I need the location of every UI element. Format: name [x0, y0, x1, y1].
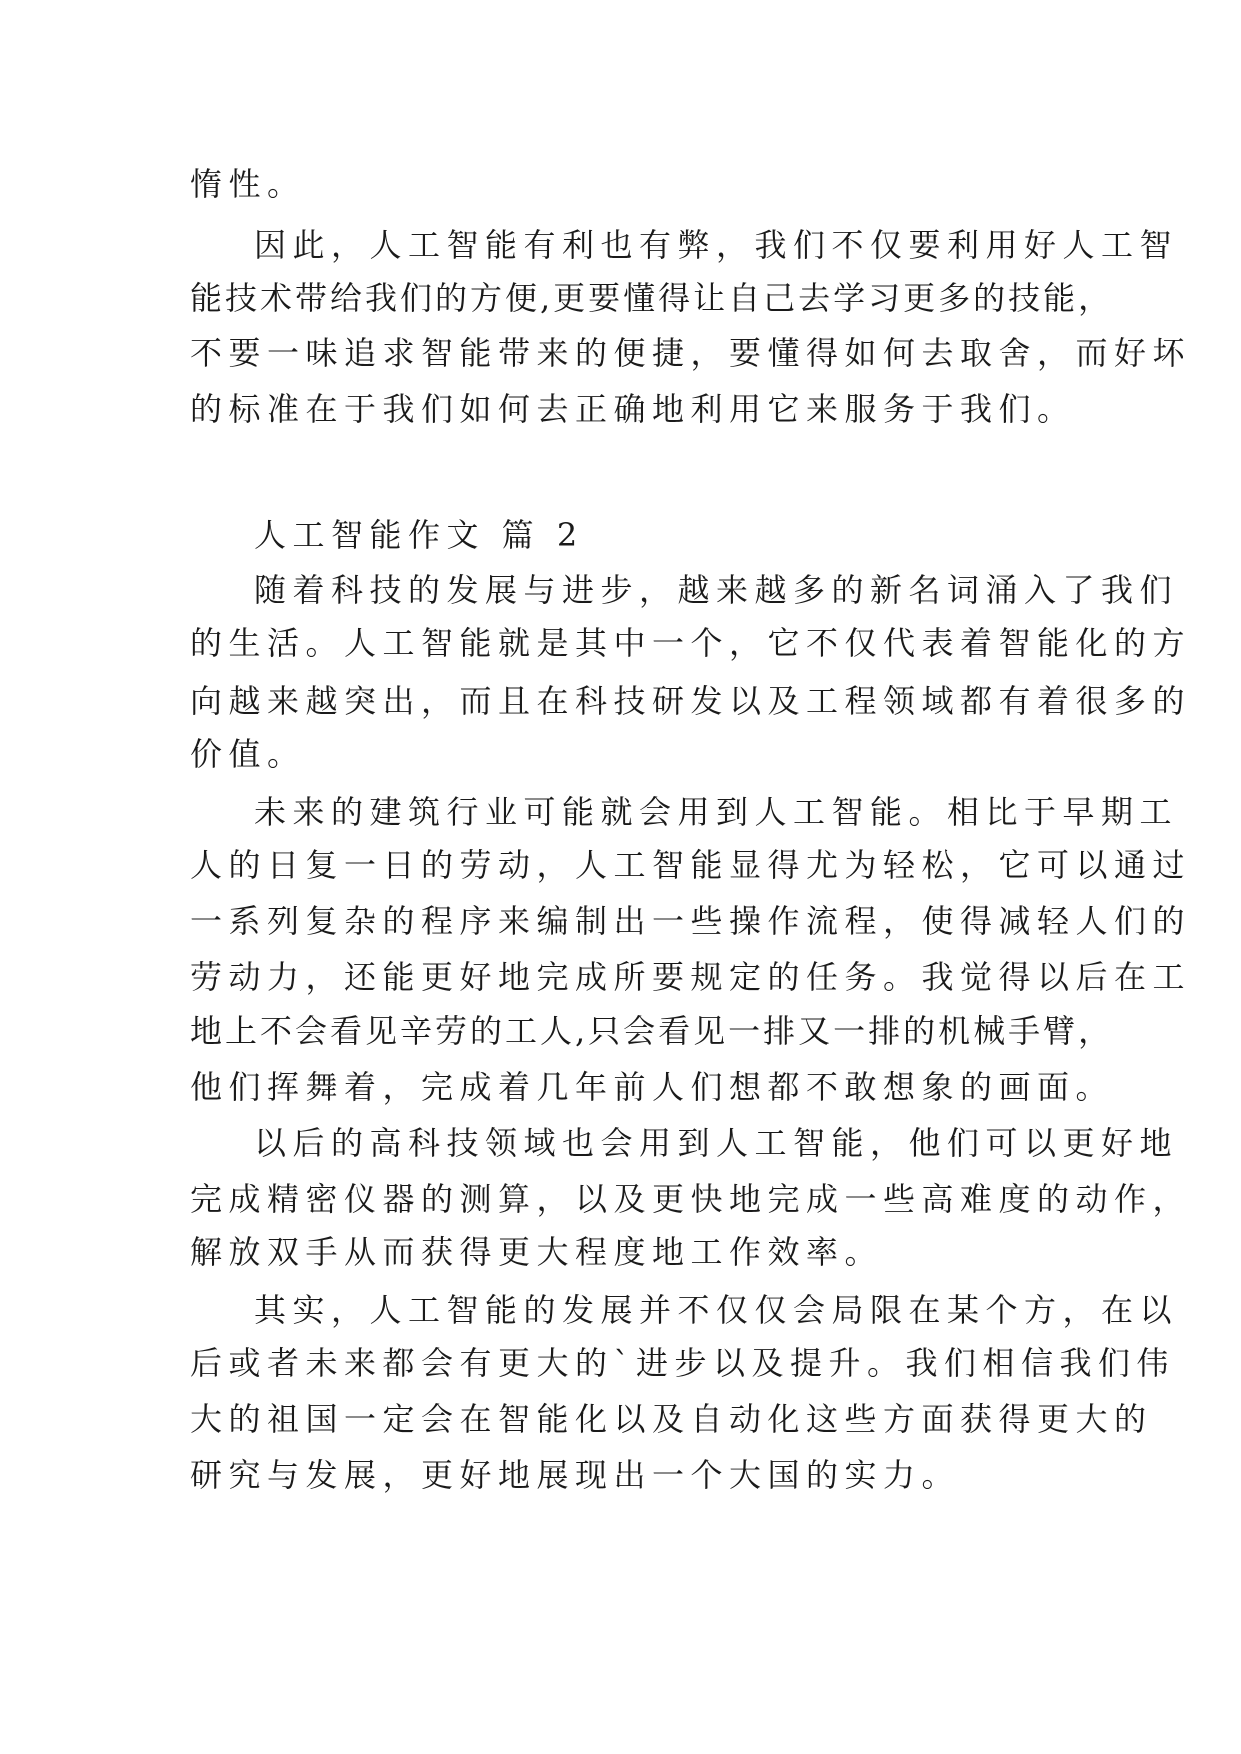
paragraph-line: 解放双手从而获得更大程度地工作效率。 [190, 1233, 884, 1271]
paragraph-line: 能技术带给我们的方便,更要懂得让自己去学习更多的技能， [190, 279, 1114, 317]
paragraph-line: 后或者未来都会有更大的`进步以及提升。我们相信我们伟 [190, 1344, 1176, 1382]
paragraph-line: 大的祖国一定会在智能化以及自动化这些方面获得更大的 [190, 1400, 1153, 1438]
paragraph-line: 人的日复一日的劳动，人工智能显得尤为轻松，它可以通过 [190, 846, 1192, 884]
paragraph-line: 未来的建筑行业可能就会用到人工智能。相比于早期工 [254, 793, 1179, 831]
section-heading: 人工智能作文 篇 2 [254, 516, 584, 554]
paragraph-line: 价值。 [190, 735, 306, 773]
paragraph-line: 其实，人工智能的发展并不仅仅会局限在某个方，在以 [254, 1291, 1179, 1329]
paragraph-line: 向越来越突出，而且在科技研发以及工程领域都有着很多的 [190, 682, 1192, 720]
paragraph-line: 劳动力，还能更好地完成所要规定的任务。我觉得以后在工 [190, 958, 1192, 996]
paragraph-line: 地上不会看见辛劳的工人,只会看见一排又一排的机械手臂， [190, 1012, 1114, 1050]
paragraph-line: 的生活。人工智能就是其中一个，它不仅代表着智能化的方 [190, 624, 1192, 662]
paragraph-line: 一系列复杂的程序来编制出一些操作流程，使得减轻人们的 [190, 902, 1192, 940]
paragraph-line: 完成精密仪器的测算，以及更快地完成一些高难度的动作， [190, 1180, 1192, 1218]
paragraph-line: 惰性。 [190, 165, 306, 203]
paragraph-line: 因此，人工智能有利也有弊，我们不仅要利用好人工智 [254, 226, 1179, 264]
paragraph-line: 不要一味追求智能带来的便捷，要懂得如何去取舍，而好坏 [190, 334, 1192, 372]
paragraph-line: 的标准在于我们如何去正确地利用它来服务于我们。 [190, 390, 1076, 428]
paragraph-line: 他们挥舞着，完成着几年前人们想都不敢想象的画面。 [190, 1068, 1115, 1106]
paragraph-line: 以后的高科技领域也会用到人工智能，他们可以更好地 [254, 1124, 1179, 1162]
paragraph-line: 研究与发展，更好地展现出一个大国的实力。 [190, 1456, 961, 1494]
paragraph-line: 随着科技的发展与进步，越来越多的新名词涌入了我们 [254, 571, 1179, 609]
